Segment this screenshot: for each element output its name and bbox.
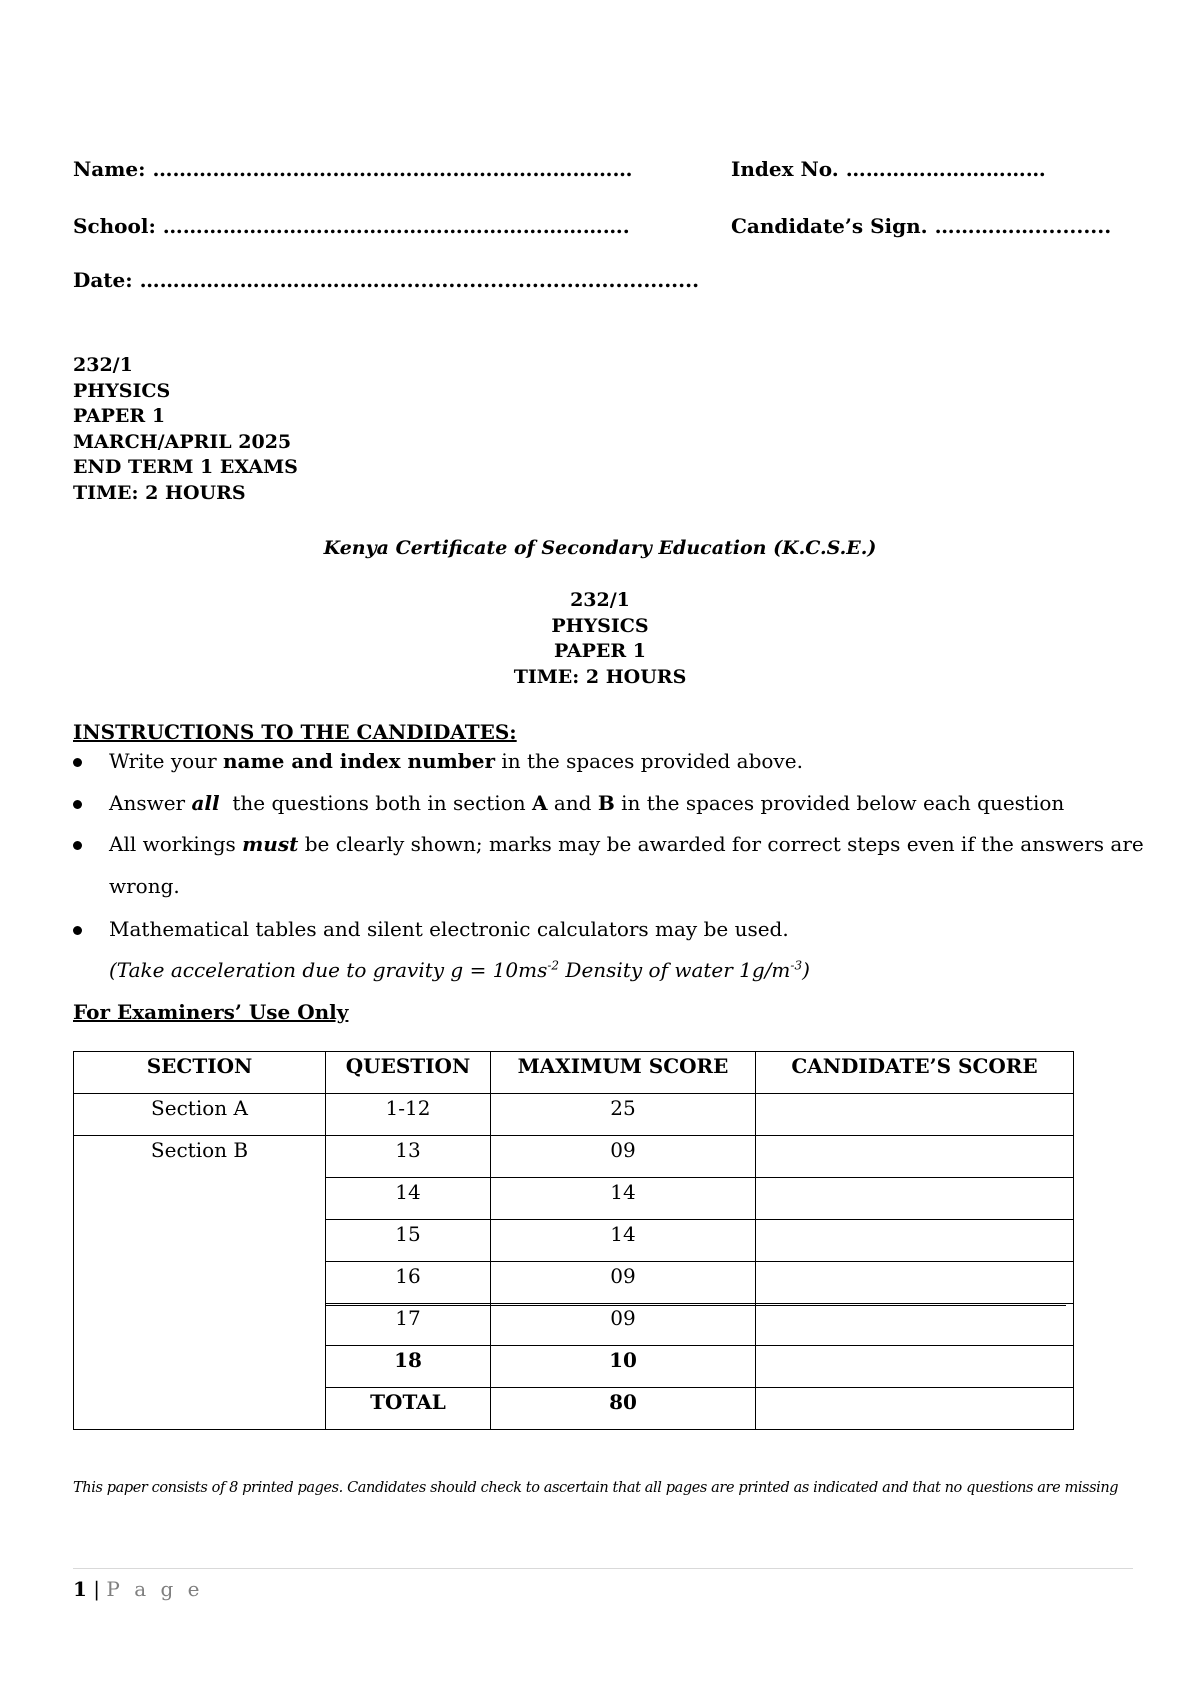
page-number <box>73 1577 203 1601</box>
instructions-title: INSTRUCTIONS TO THE CANDIDATES: <box>73 720 517 744</box>
table-header-row <box>74 1052 1074 1094</box>
page-number-value: 1 <box>73 1577 87 1601</box>
school-label: School: <box>73 214 156 238</box>
constants-note <box>109 958 810 982</box>
footer-note: This paper consists of 8 printed pages. Candidates should check to ascertain that all pages are printed as indicated and that no questions are missing <box>73 1480 1119 1496</box>
center-paper: PAPER 1 <box>553 640 647 662</box>
max-score-cell: 10 <box>491 1346 756 1388</box>
table-row <box>74 1136 1074 1178</box>
footer-divider <box>73 1568 1133 1569</box>
question-cell: 14 <box>326 1178 491 1220</box>
max-score-cell: 14 <box>491 1178 756 1220</box>
table-divider-line <box>326 1305 1066 1306</box>
index-field <box>731 157 1046 181</box>
candidate-score-cell[interactable] <box>756 1136 1074 1178</box>
instruction-emphasis: must <box>242 832 299 856</box>
date-field <box>73 268 699 292</box>
index-dots: ………………………… <box>845 157 1046 181</box>
max-score-cell: 09 <box>491 1136 756 1178</box>
candidate-score-cell[interactable] <box>756 1346 1074 1388</box>
paper-subject: PHYSICS <box>73 379 171 402</box>
candidate-score-cell[interactable] <box>756 1220 1074 1262</box>
instruction-emphasis: all <box>191 791 220 815</box>
school-dots: ……………………………………………………………. <box>162 214 630 238</box>
paper-number: PAPER 1 <box>73 405 166 427</box>
instruction-text: Mathematical tables and silent electronic calculators may be used. <box>109 917 789 941</box>
center-time: TIME: 2 HOURS <box>513 665 687 688</box>
bullet-icon <box>73 841 82 850</box>
total-max-cell: 80 <box>491 1388 756 1430</box>
name-dots: ……………………………………………………………… <box>152 157 633 181</box>
constants-text: Density of water 1g/m <box>559 958 791 982</box>
instruction-emphasis: B <box>597 791 615 815</box>
total-label-cell: TOTAL <box>326 1388 491 1430</box>
name-label: Name: <box>73 157 146 181</box>
instruction-continuation: wrong. <box>109 874 180 898</box>
index-label: Index No. <box>731 157 839 181</box>
center-code: 232/1 <box>570 589 630 611</box>
instruction-text: and <box>547 791 598 815</box>
question-cell: 16 <box>326 1262 491 1304</box>
date-dots: …………………………………........................................... <box>139 268 700 292</box>
instruction-text: Answer <box>109 791 192 815</box>
candidate-score-cell[interactable] <box>756 1262 1074 1304</box>
max-score-cell: 25 <box>491 1094 756 1136</box>
constants-text: (Take acceleration due to gravity g = 10ms <box>109 958 548 982</box>
question-cell: 18 <box>326 1346 491 1388</box>
instruction-text: All workings <box>109 832 243 856</box>
center-subject: PHYSICS <box>551 614 649 637</box>
question-cell: 13 <box>326 1136 491 1178</box>
total-candidate-score-cell[interactable] <box>756 1388 1074 1430</box>
candidate-score-cell[interactable] <box>756 1178 1074 1220</box>
max-score-cell: 09 <box>491 1262 756 1304</box>
paper-time: TIME: 2 HOURS <box>73 481 246 504</box>
center-info <box>0 588 1200 690</box>
question-cell: 15 <box>326 1220 491 1262</box>
constants-text: ) <box>802 958 810 982</box>
max-score-cell: 14 <box>491 1220 756 1262</box>
question-cell: 1-12 <box>326 1094 491 1136</box>
header-section: SECTION <box>74 1052 326 1094</box>
paper-info <box>73 353 298 506</box>
instruction-text: the questions both in section <box>219 791 532 815</box>
table-row <box>74 1094 1074 1136</box>
paper-code: 232/1 <box>73 354 133 376</box>
instruction-text: be clearly shown; marks may be awarded for correct steps even if the answers are <box>298 832 1144 856</box>
instruction-text: in the spaces provided above. <box>495 749 803 773</box>
instruction-emphasis: name and index number <box>222 749 496 773</box>
instruction-text: Write your <box>109 749 223 773</box>
sign-field <box>731 214 1111 238</box>
instruction-text: in the spaces provided below each question <box>614 791 1065 815</box>
instruction-emphasis: A <box>531 791 548 815</box>
bullet-icon <box>73 926 82 935</box>
page-number-label: P a g e <box>106 1577 204 1601</box>
paper-exam: END TERM 1 EXAMS <box>73 456 298 478</box>
name-field <box>73 157 632 181</box>
sign-label: Candidate’s Sign. <box>731 214 928 238</box>
max-score-cell: 09 <box>491 1304 756 1346</box>
examiners-title: For Examiners’ Use Only <box>73 1000 349 1024</box>
school-field <box>73 214 630 238</box>
constants-exponent: -3 <box>790 958 803 973</box>
candidate-score-cell[interactable] <box>756 1304 1074 1346</box>
header-max-score: MAXIMUM SCORE <box>491 1052 756 1094</box>
header-candidate-score: CANDIDATE’S SCORE <box>756 1052 1074 1094</box>
exam-title: Kenya Certificate of Secondary Education (K.C.S.E.) <box>323 537 877 559</box>
constants-exponent: -2 <box>547 958 560 973</box>
paper-session: MARCH/APRIL 2025 <box>73 430 292 453</box>
header-question: QUESTION <box>326 1052 491 1094</box>
question-cell: 17 <box>326 1304 491 1346</box>
date-label: Date: <box>73 268 133 292</box>
candidate-score-cell[interactable] <box>756 1094 1074 1136</box>
section-cell: Section B <box>74 1136 326 1430</box>
page-number-separator: | <box>86 1577 107 1601</box>
score-table <box>73 1051 1074 1430</box>
bullet-icon <box>73 758 82 767</box>
section-cell: Section A <box>74 1094 326 1136</box>
bullet-icon <box>73 800 82 809</box>
sign-dots: ……………........... <box>934 214 1112 238</box>
